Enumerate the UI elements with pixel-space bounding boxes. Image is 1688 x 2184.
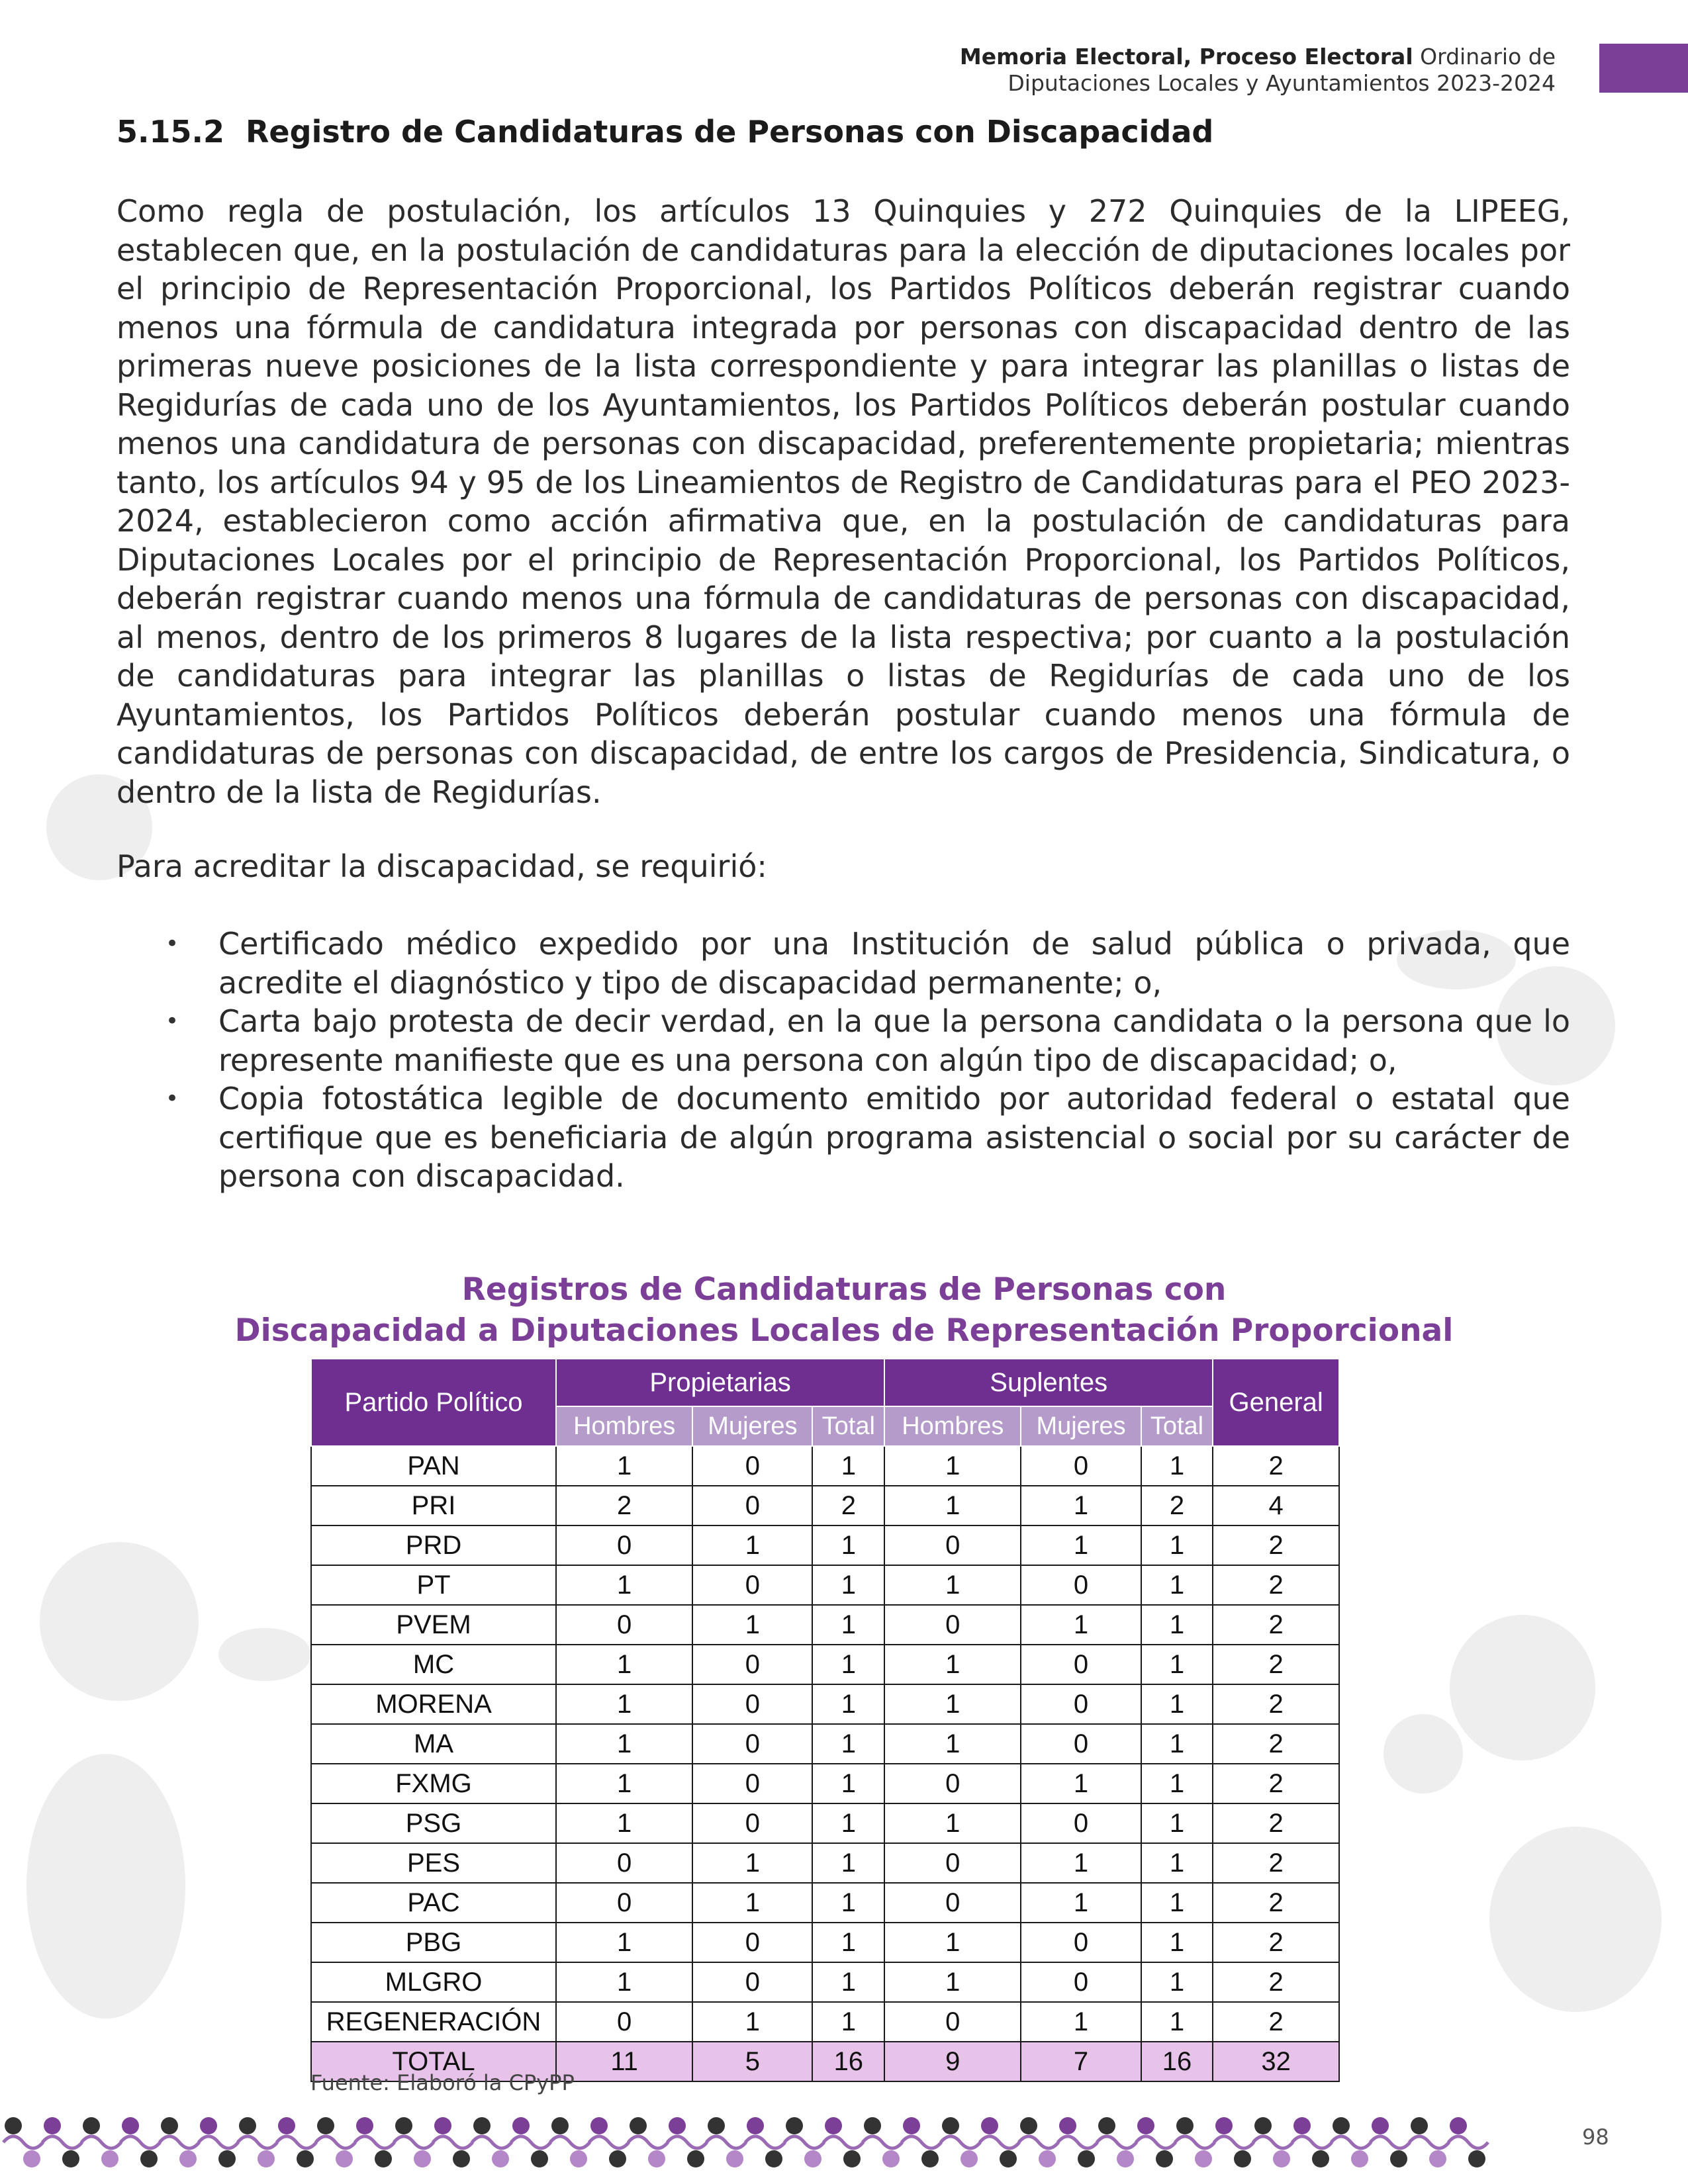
footer-flower-icon [238, 2117, 277, 2167]
cell-supl-total: 1 [1141, 1803, 1213, 1843]
cell-supl-total: 1 [1141, 1645, 1213, 1684]
cell-prop-hombres: 0 [556, 1883, 692, 1923]
footer-flower-icon [745, 2117, 785, 2167]
footer-flower-icon [589, 2117, 629, 2167]
cell-party: PBG [311, 1923, 556, 1962]
cell-party: PVEM [311, 1605, 556, 1645]
table-title-line1: Registros de Candidaturas de Personas con [461, 1271, 1227, 1308]
footer-flower-icon [277, 2117, 316, 2167]
section-title: Registro de Candidaturas de Personas con Discapacidad [246, 114, 1214, 150]
table-row [311, 1724, 1339, 1764]
cell-party: PT [311, 1565, 556, 1605]
table-row [311, 1525, 1339, 1565]
footer-flower-icon [1058, 2117, 1098, 2167]
cell-prop-total: 1 [812, 1923, 884, 1962]
cell-supl-hombres: 1 [884, 1446, 1021, 1486]
cell-party: MLGRO [311, 1962, 556, 2002]
cell-general: 2 [1213, 1883, 1339, 1923]
cell-party: PSG [311, 1803, 556, 1843]
header-title-bold: Memoria Electoral, Proceso Electoral [959, 44, 1413, 69]
header-suplentes: Suplentes [884, 1359, 1213, 1406]
subheader-total: Total [812, 1406, 884, 1446]
cell-prop-hombres: 1 [556, 1565, 692, 1605]
cell-general: 2 [1213, 1684, 1339, 1724]
source-note: Fuente: Elaboró la CPyPP [310, 2070, 575, 2095]
footer-flower-icon [1448, 2117, 1488, 2167]
cell-supl-hombres: 0 [884, 2002, 1021, 2042]
total-supl-total: 16 [1141, 2042, 1213, 2081]
cell-supl-hombres: 0 [884, 1764, 1021, 1803]
footer-flower-icon [316, 2117, 355, 2167]
cell-prop-total: 1 [812, 1843, 884, 1883]
table-body [311, 1446, 1339, 2081]
cell-prop-hombres: 0 [556, 2002, 692, 2042]
table-row [311, 1565, 1339, 1605]
candidaturas-table [310, 1358, 1340, 2082]
cell-supl-hombres: 1 [884, 1923, 1021, 1962]
cell-prop-mujeres: 0 [692, 1486, 812, 1525]
header-propietarias: Propietarias [556, 1359, 884, 1406]
cell-supl-total: 1 [1141, 1684, 1213, 1724]
footer-flower-icon [42, 2117, 82, 2167]
table-title [0, 1269, 1688, 1351]
footer-flower-icon [863, 2117, 902, 2167]
footer-flower-icon [667, 2117, 707, 2167]
footer-flower-icon [550, 2117, 590, 2167]
cell-prop-hombres: 1 [556, 1446, 692, 1486]
page-number: 98 [1582, 2124, 1609, 2150]
footer-flower-icon [1292, 2117, 1332, 2167]
table-row [311, 1962, 1339, 2002]
footer-flower-icon [902, 2117, 941, 2167]
subheader-mujeres: Mujeres [1021, 1406, 1141, 1446]
table-row [311, 1684, 1339, 1724]
cell-general: 2 [1213, 1923, 1339, 1962]
cell-prop-total: 1 [812, 1764, 884, 1803]
footer-flower-icon [941, 2117, 980, 2167]
cell-supl-mujeres: 0 [1021, 1684, 1141, 1724]
table-row [311, 1883, 1339, 1923]
cell-prop-total: 1 [812, 1645, 884, 1684]
cell-party: MC [311, 1645, 556, 1684]
subheader-total: Total [1141, 1406, 1213, 1446]
cell-supl-hombres: 1 [884, 1486, 1021, 1525]
cell-prop-total: 1 [812, 1724, 884, 1764]
total-prop-hombres: 11 [556, 2042, 692, 2081]
cell-general: 2 [1213, 1645, 1339, 1684]
cell-supl-mujeres: 0 [1021, 1962, 1141, 2002]
cell-prop-hombres: 1 [556, 1724, 692, 1764]
footer-flower-icon [1409, 2117, 1449, 2167]
cell-party: REGENERACIÓN [311, 2002, 556, 2042]
cell-prop-mujeres: 1 [692, 1605, 812, 1645]
cell-prop-mujeres: 1 [692, 1883, 812, 1923]
footer-flower-icon [1370, 2117, 1410, 2167]
cell-supl-hombres: 1 [884, 1645, 1021, 1684]
cell-prop-hombres: 1 [556, 1962, 692, 2002]
cell-supl-mujeres: 0 [1021, 1446, 1141, 1486]
bullet-icon: • [165, 931, 179, 957]
cell-supl-hombres: 1 [884, 1684, 1021, 1724]
footer-flower-icon [823, 2117, 863, 2167]
total-supl-hombres: 9 [884, 2042, 1021, 2081]
footer-flower-icon [355, 2117, 395, 2167]
cell-prop-mujeres: 1 [692, 2002, 812, 2042]
total-supl-mujeres: 7 [1021, 2042, 1141, 2081]
cell-prop-mujeres: 0 [692, 1684, 812, 1724]
cell-prop-total: 1 [812, 1525, 884, 1565]
table-row [311, 2002, 1339, 2042]
table-row [311, 1764, 1339, 1803]
footer-flower-icon [472, 2117, 512, 2167]
cell-general: 2 [1213, 1803, 1339, 1843]
footer-flower-icon [1253, 2117, 1293, 2167]
cell-general: 2 [1213, 1446, 1339, 1486]
cell-supl-total: 1 [1141, 1764, 1213, 1803]
cell-supl-total: 2 [1141, 1486, 1213, 1525]
cell-prop-hombres: 0 [556, 1843, 692, 1883]
cell-general: 2 [1213, 1525, 1339, 1565]
footer-flower-icon [628, 2117, 668, 2167]
cell-prop-mujeres: 1 [692, 1843, 812, 1883]
cell-supl-mujeres: 0 [1021, 1724, 1141, 1764]
cell-party: PAN [311, 1446, 556, 1486]
cell-prop-hombres: 2 [556, 1486, 692, 1525]
cell-party: MA [311, 1724, 556, 1764]
total-general: 32 [1213, 2042, 1339, 2081]
cell-general: 2 [1213, 1843, 1339, 1883]
list-item [165, 925, 1570, 1002]
cell-prop-hombres: 0 [556, 1525, 692, 1565]
paragraph-rules: Como regla de postulación, los artículos 13 Quinquies y 272 Quinquies de la LIPEEG, establecen que, en la postulación de candidaturas para la elección de diputaciones locales por el principio de Representación Proporcional, los Partidos Políticos deberán registrar cuando menos una fórmula de candidatura integrada por personas con discapacidad dentro de las primeras nueve posiciones de la lista correspondiente y para integrar las planillas o listas de Regidurías de cada uno de los Ayuntamientos, los Partidos Políticos deberán postular cuando menos una candidatura de personas con discapacidad, preferentemente propietaria; mientras tanto, los artículos 94 y 95 de los Lineamientos de Registro de Candidaturas para el PEO 2023-2024, establecieron como acción afirmativa que, en la postulación de candidaturas para Diputaciones Locales por el principio de Representación Proporcional, los Partidos Políticos, deberán registrar cuando menos una fórmula de candidaturas de personas con discapacidad, al menos, dentro de los primeros 8 lugares de la lista respectiva; por cuanto a la postulación de candidaturas para integrar las planillas o listas de Regidurías de cada uno de los Ayuntamientos, los Partidos Políticos deberán postular cuando menos una fórmula de candidaturas de personas con discapacidad, de entre los cargos de Presidencia, Sindicatura, o dentro de la lista de Regidurías. [117, 193, 1570, 810]
cell-prop-total: 1 [812, 1446, 884, 1486]
cell-party: PRI [311, 1486, 556, 1525]
footer-flower-icon [511, 2117, 551, 2167]
cell-party: PAC [311, 1883, 556, 1923]
table-title-line2: Discapacidad a Diputaciones Locales de Representación Proporcional [234, 1312, 1454, 1349]
cell-prop-mujeres: 1 [692, 1525, 812, 1565]
cell-general: 2 [1213, 1565, 1339, 1605]
table-row [311, 1605, 1339, 1645]
cell-supl-mujeres: 0 [1021, 1645, 1141, 1684]
cell-supl-total: 1 [1141, 1605, 1213, 1645]
footer-flower-icon [784, 2117, 824, 2167]
table-row [311, 1486, 1339, 1525]
cell-prop-hombres: 1 [556, 1645, 692, 1684]
cell-prop-mujeres: 0 [692, 1764, 812, 1803]
cell-general: 2 [1213, 2002, 1339, 2042]
cell-party: FXMG [311, 1764, 556, 1803]
cell-prop-hombres: 1 [556, 1923, 692, 1962]
total-party: TOTAL [311, 2042, 556, 2081]
cell-prop-total: 1 [812, 2002, 884, 2042]
table-row [311, 1923, 1339, 1962]
cell-supl-hombres: 0 [884, 1605, 1021, 1645]
cell-supl-total: 1 [1141, 1565, 1213, 1605]
cell-supl-total: 1 [1141, 1923, 1213, 1962]
footer-flower-icon [160, 2117, 199, 2167]
footer-flower-icon [199, 2117, 238, 2167]
cell-supl-hombres: 1 [884, 1803, 1021, 1843]
cell-supl-hombres: 1 [884, 1724, 1021, 1764]
header-accent-bar [1599, 44, 1688, 93]
footer-flower-icon [3, 2117, 43, 2167]
footer-flower-icon [433, 2117, 473, 2167]
footer-flower-icon [120, 2117, 160, 2167]
cell-supl-mujeres: 0 [1021, 1565, 1141, 1605]
cell-prop-total: 1 [812, 1803, 884, 1843]
cell-party: PES [311, 1843, 556, 1883]
cell-prop-total: 1 [812, 1962, 884, 2002]
list-item-text: Copia fotostática legible de documento emitido por autoridad federal o estatal que certifique que es beneficiaria de algún programa asistencial o social por su carácter de persona con discapacidad. [218, 1081, 1570, 1194]
subheader-hombres: Hombres [556, 1406, 692, 1446]
cell-prop-hombres: 1 [556, 1764, 692, 1803]
cell-supl-hombres: 0 [884, 1525, 1021, 1565]
cell-supl-mujeres: 1 [1021, 1525, 1141, 1565]
subheader-mujeres: Mujeres [692, 1406, 812, 1446]
total-prop-total: 16 [812, 2042, 884, 2081]
list-item-text: Certificado médico expedido por una Institución de salud pública o privada, que acredite el diagnóstico y tipo de discapacidad permanente; o, [218, 926, 1570, 1001]
cell-general: 2 [1213, 1724, 1339, 1764]
cell-supl-mujeres: 0 [1021, 1803, 1141, 1843]
cell-prop-mujeres: 0 [692, 1446, 812, 1486]
subheader-hombres: Hombres [884, 1406, 1021, 1446]
cell-general: 2 [1213, 1605, 1339, 1645]
list-item [165, 1079, 1570, 1196]
header-general: General [1213, 1359, 1339, 1446]
cell-general: 4 [1213, 1486, 1339, 1525]
section-number: 5.15.2 [117, 114, 224, 150]
header-subtitle: Diputaciones Locales y Ayuntamientos 2023-2024 [1008, 70, 1556, 96]
cell-prop-total: 1 [812, 1883, 884, 1923]
cell-supl-mujeres: 1 [1021, 2002, 1141, 2042]
cell-supl-total: 1 [1141, 1525, 1213, 1565]
cell-supl-mujeres: 1 [1021, 1883, 1141, 1923]
footer-flower-icon [81, 2117, 121, 2167]
footer-flower-icon [706, 2117, 746, 2167]
table-row [311, 1803, 1339, 1843]
cell-supl-hombres: 1 [884, 1565, 1021, 1605]
cell-prop-total: 1 [812, 1684, 884, 1724]
footer-flower-icon [1136, 2117, 1176, 2167]
cell-general: 2 [1213, 1962, 1339, 2002]
cell-prop-mujeres: 0 [692, 1565, 812, 1605]
cell-supl-mujeres: 0 [1021, 1923, 1141, 1962]
cell-supl-mujeres: 1 [1021, 1486, 1141, 1525]
cell-supl-hombres: 0 [884, 1883, 1021, 1923]
cell-prop-hombres: 1 [556, 1684, 692, 1724]
footer-flower-icon [1331, 2117, 1371, 2167]
footer-flower-icon [1097, 2117, 1137, 2167]
cell-supl-total: 1 [1141, 1883, 1213, 1923]
header-title-rest: Ordinario de [1413, 44, 1556, 69]
cell-general: 2 [1213, 1764, 1339, 1803]
cell-supl-total: 1 [1141, 1446, 1213, 1486]
header-party: Partido Político [311, 1359, 556, 1446]
cell-supl-mujeres: 1 [1021, 1605, 1141, 1645]
cell-prop-total: 2 [812, 1486, 884, 1525]
total-prop-mujeres: 5 [692, 2042, 812, 2081]
cell-supl-total: 1 [1141, 1962, 1213, 2002]
footer-flower-icon [1175, 2117, 1215, 2167]
footer-flower-icon [394, 2117, 434, 2167]
list-item-text: Carta bajo protesta de decir verdad, en la que la persona candidata o la persona que lo represente manifieste que es una persona con algún tipo de discapacidad; o, [218, 1003, 1570, 1078]
requirements-list [165, 925, 1570, 1196]
table-row [311, 1446, 1339, 1486]
cell-supl-mujeres: 1 [1021, 1843, 1141, 1883]
cell-supl-hombres: 0 [884, 1843, 1021, 1883]
cell-supl-total: 1 [1141, 2002, 1213, 2042]
footer-flower-icon [1019, 2117, 1058, 2167]
bullet-icon: • [165, 1085, 179, 1112]
cell-prop-hombres: 0 [556, 1605, 692, 1645]
running-header [960, 44, 1556, 97]
cell-prop-total: 1 [812, 1565, 884, 1605]
table-row [311, 1843, 1339, 1883]
cell-prop-mujeres: 0 [692, 1923, 812, 1962]
cell-supl-total: 1 [1141, 1724, 1213, 1764]
cell-supl-hombres: 1 [884, 1962, 1021, 2002]
table-row [311, 1645, 1339, 1684]
cell-prop-hombres: 1 [556, 1803, 692, 1843]
list-item [165, 1002, 1570, 1079]
bullet-icon: • [165, 1008, 179, 1034]
cell-prop-mujeres: 0 [692, 1724, 812, 1764]
cell-party: PRD [311, 1525, 556, 1565]
cell-prop-mujeres: 0 [692, 1962, 812, 2002]
section-heading [117, 114, 1213, 150]
footer-flower-icon [980, 2117, 1019, 2167]
cell-prop-mujeres: 0 [692, 1645, 812, 1684]
cell-party: MORENA [311, 1684, 556, 1724]
footer-embroidery-border [0, 2106, 1503, 2184]
footer-flower-icon [1214, 2117, 1254, 2167]
cell-prop-total: 1 [812, 1605, 884, 1645]
cell-supl-total: 1 [1141, 1843, 1213, 1883]
cell-prop-mujeres: 0 [692, 1803, 812, 1843]
cell-supl-mujeres: 1 [1021, 1764, 1141, 1803]
paragraph-requirements-intro: Para acreditar la discapacidad, se requirió: [117, 848, 767, 884]
